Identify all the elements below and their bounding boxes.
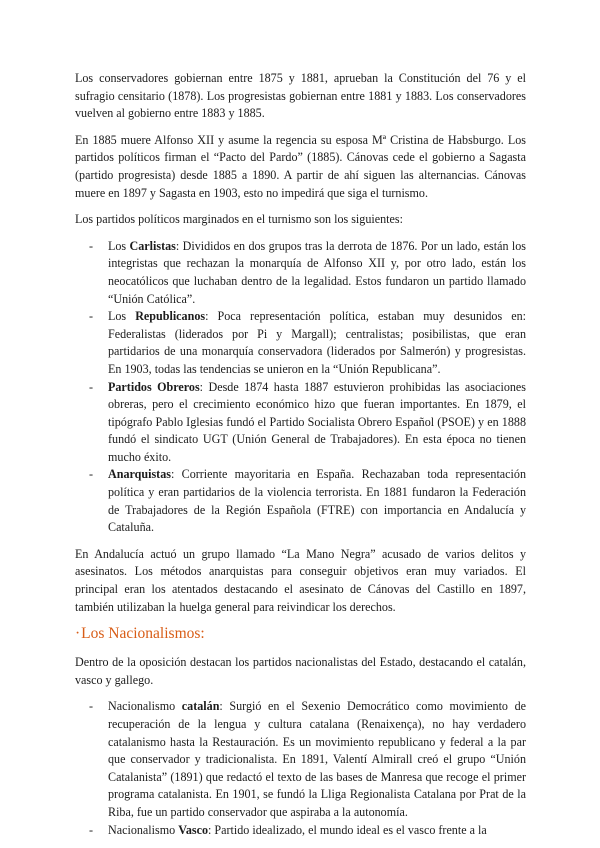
list-item-republicanos: - Los Republicanos: Poca representación política, estaban muy desunidos en: Federalistas (liderados por Pi y Margall); centralistas; posibilistas, que eran partidarios de una monarquía conservadora (liderados por Salmerón) y progresistas. En 1903, todas las tendencias se unieron en la “Unión Republicana”. (89, 309, 526, 376)
list-dash: - (89, 379, 94, 394)
list-item-partidos-obreros: - Partidos Obreros: Desde 1874 hasta 1887 estuvieron prohibidas las asociaciones obreras, pero el crecimiento económico hizo que fueran importantes. En 1879, el tipógrafo Pablo Iglesias fundó el Partido Socialista Obrero Español (PSOE) y en 1888 fundó el sindicato UGT (Unión General de Trabajadores). En esta época no tienen mucho éxito. (89, 379, 526, 464)
list-item-anarquistas: - Anarquistas: Corriente mayoritaria en España. Rechazaban toda representación política y eran partidarios de la violencia terrorista. En 1881 fundaron la Federación de Trabajadores de la Región Española (FTRE) con importancia en Andalucía y Cataluña. (89, 467, 526, 535)
term-anarquistas: Anarquistas (108, 467, 171, 482)
list-dash: - (89, 699, 94, 714)
term-catalan: catalán (181, 699, 220, 714)
term-republicanos: Republicanos (135, 309, 206, 324)
term-vasco: Vasco (178, 822, 208, 837)
nationalisms-list (75, 698, 526, 839)
list-dash: - (89, 822, 94, 837)
list-item-vasco: - Nacionalismo Vasco: Partido idealizado, el mundo ideal es el vasco frente a la (75, 822, 526, 840)
list-dash: - (89, 467, 94, 482)
paragraph-conservadores: Los conservadores gobiernan entre 1875 y 1881, aprueban la Constitución del 76 y el sufragio censitario (1878). Los progresistas gobiernan entre 1881 y 1883. Los conservadores vuelven al gobierno entre 1883 y 1885. (75, 71, 526, 121)
list-item-carlistas: - Los Carlistas: Divididos en dos grupos tras la derrota de 1876. Por un lado, están los integristas que rechazan la monarquía de Alfonso XII y, por otro lado, están los neocatólicos que luchaban dentro de la legalidad. Estos fundaron un partido llamado “Unión Católica”. (89, 238, 526, 306)
paragraph-mano-negra: En Andalucía actuó un grupo llamado “La Mano Negra” acusado de varios delitos y asesinatos. Los métodos anarquistas para conseguir objetivos eran muy variados. El principal eran los atentados destacando el asesinato de Cánovas del Castillo en 1897, también utilizaban la huelga general para reivindicar los derechos. (75, 546, 526, 614)
paragraph-regencia: En 1885 muere Alfonso XII y asume la regencia su esposa Mª Cristina de Habsburgo. Los partidos políticos firman el “Pacto del Pardo” (1885). Cánovas cede el gobierno a Sagasta (partido progresista) desde 1885 a 1890. A partir de ahí siguen las alternancias. Cánovas muere en 1897 y Sagasta en 1903, esto no impedirá que siga el turnismo. (75, 132, 526, 200)
term-carlistas: Carlistas (129, 238, 176, 253)
paragraph-partidos-marginados: Los partidos políticos marginados en el turnismo son los siguientes: (75, 212, 403, 227)
term-partidos-obreros: Partidos Obreros (108, 379, 200, 394)
document-body (75, 70, 526, 848)
heading-bullet: · (75, 625, 81, 643)
heading-title: Los Nacionalismos: (81, 625, 205, 643)
paragraph-oposicion: Dentro de la oposición destacan los partidos nacionalistas del Estado, destacando el catalán, vasco y gallego. (75, 655, 526, 687)
list-dash: - (89, 238, 94, 253)
section-heading-nacionalismos (75, 624, 526, 644)
list-dash: - (89, 309, 94, 324)
list-item-catalan: - Nacionalismo catalán: Surgió en el Sexenio Democrático como movimiento de recuperación de la lengua y cultura catalana (Renaixença), no hay verdadero catalanismo hasta la Restauración. Es un movimiento republicano y federal a la par que conservador y tradicionalista. En 1891, Valentí Almirall creó el grupo “Unión Catalanista” (1891) que redactó el texto de las bases de Manresa que recoge el primer programa catalanista. En 1901, se fundó la Lliga Regionalista Catalana por Prat de la Riba, fue un partido conservador que aspiraba a la autonomía. (89, 699, 527, 819)
parties-list (75, 238, 526, 537)
